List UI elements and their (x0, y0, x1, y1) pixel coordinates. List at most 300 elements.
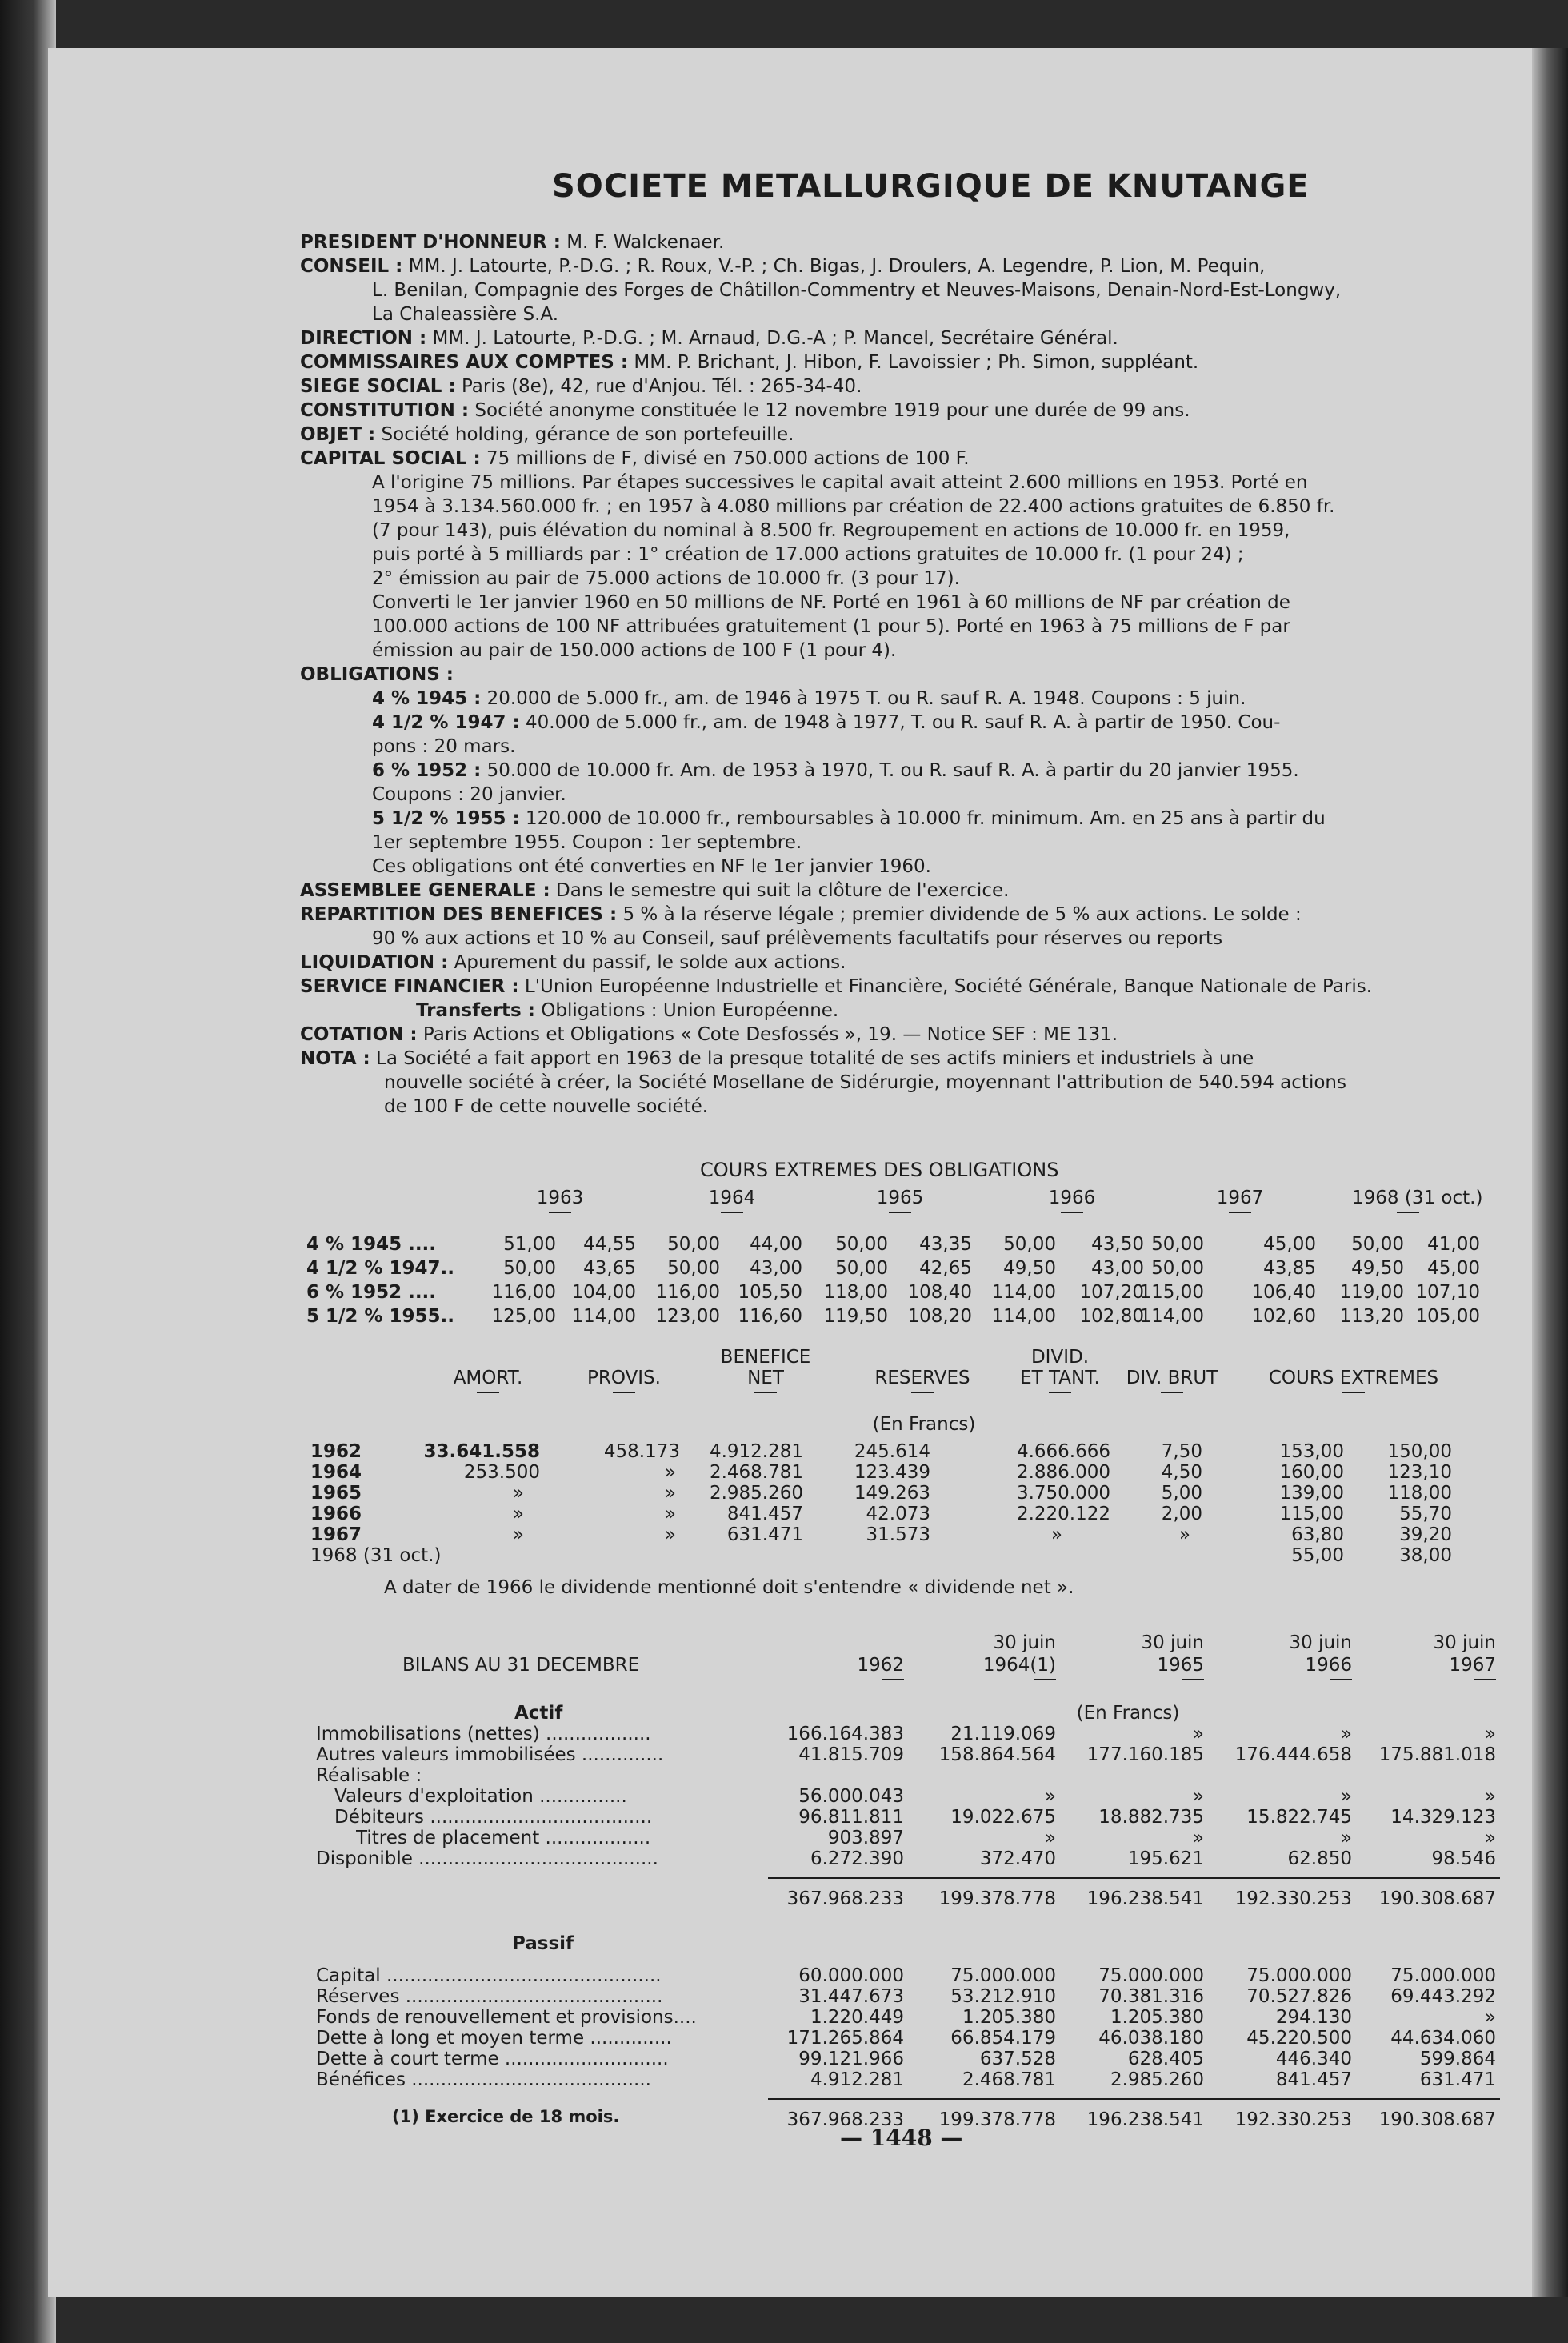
section-label: 4 1/2 % 1947 : (372, 712, 520, 733)
results-header: DIVID. (1030, 1347, 1090, 1368)
bilan-value: 99.121.966 (798, 2049, 904, 2069)
year-header (1184, 1188, 1296, 1213)
bilan-col-header (1368, 1655, 1496, 1680)
bilan-label: Titres de placement .................. (356, 1828, 651, 1848)
obligation-line (372, 712, 1280, 733)
section-text: Dans le semestre qui suit la clôture de l'exercice. (550, 880, 1010, 901)
bond-price: 105,50 (738, 1282, 802, 1303)
capital-line: A l'origine 75 millions. Par étapes successives le capital avait atteint 2.600 millions en 1953. Porté en (372, 472, 1308, 493)
bilan-value: 1.220.449 (810, 2007, 904, 2028)
header-label: ET TANT. (1020, 1368, 1100, 1388)
bilan-label: Autres valeurs immobilisées .............. (316, 1744, 664, 1765)
header-line (372, 280, 1341, 301)
bond-price: 50,00 (1151, 1234, 1204, 1255)
bilan-value: 628.405 (1127, 2049, 1204, 2069)
bond-price: 50,00 (667, 1234, 720, 1255)
year-label: 1967 (1216, 1188, 1264, 1208)
year-label: 1963 (536, 1188, 584, 1208)
capital-line: Converti le 1er janvier 1960 en 50 millions de NF. Porté en 1961 à 60 millions de NF par création de (372, 592, 1290, 613)
results-value: » (664, 1483, 676, 1504)
bilan-value: 75.000.000 (1098, 1965, 1204, 1986)
section-text: Paris (8e), 42, rue d'Anjou. Tél. : 265-34-40. (455, 376, 862, 397)
actif-total: 196.238.541 (1086, 1888, 1204, 1909)
section-line (372, 928, 1222, 949)
bilan-label: Débiteurs ...................................... (334, 1807, 653, 1828)
dash-rule (477, 1392, 499, 1393)
total-rule (768, 1877, 1500, 1879)
bilan-value: 631.471 (1419, 2069, 1496, 2090)
bilan-label: Bénéfices ......................................... (316, 2069, 651, 2090)
results-value: 150,00 (1387, 1441, 1452, 1462)
section-label: CONSEIL : (300, 256, 403, 277)
col-year: 1967 (1449, 1655, 1496, 1676)
bond-price: 114,00 (991, 1306, 1056, 1327)
col-year: 1962 (857, 1655, 904, 1676)
results-year: 1966 (310, 1504, 362, 1524)
bond-price: 114,00 (1139, 1306, 1204, 1327)
results-value: 33.641.558 (423, 1441, 540, 1462)
year-header (1016, 1188, 1128, 1213)
dash-rule (754, 1392, 777, 1393)
bilan-value: 195.621 (1127, 1848, 1204, 1869)
col-year: 1965 (1157, 1655, 1204, 1676)
results-value: 2,00 (1161, 1504, 1202, 1524)
bilan-value: » (1484, 1786, 1496, 1807)
bilan-value: » (1192, 1786, 1204, 1807)
section-label: Transferts : (416, 1000, 535, 1021)
results-value: » (664, 1504, 676, 1524)
dash-rule (1397, 1212, 1419, 1213)
bilan-value: 44.634.060 (1390, 2028, 1496, 2049)
obligation-line (372, 832, 802, 853)
bond-price: 108,40 (907, 1282, 972, 1303)
bilans-title: BILANS AU 31 DECEMBRE (402, 1655, 640, 1676)
bilan-value: 98.546 (1431, 1848, 1496, 1869)
bilan-value: » (1484, 1828, 1496, 1848)
results-value: » (512, 1524, 524, 1545)
bond-price: 105,00 (1415, 1306, 1480, 1327)
results-value: 2.985.260 (709, 1483, 803, 1504)
bilan-value: 18.882.735 (1098, 1807, 1204, 1828)
section-label: 4 % 1945 : (372, 688, 482, 709)
year-header (1352, 1188, 1483, 1213)
bilan-value: » (1484, 1724, 1496, 1744)
obligation-line (372, 808, 1326, 829)
bilan-value: 171.265.864 (786, 2028, 904, 2049)
section-text: MM. J. Latourte, P.-D.G. ; M. Arnaud, D.G.-A ; P. Mancel, Secrétaire Général. (426, 328, 1118, 349)
bilan-value: 175.881.018 (1378, 1744, 1496, 1765)
bond-price: 116,60 (738, 1306, 802, 1327)
bond-price: 106,40 (1251, 1282, 1316, 1303)
dash-rule (1342, 1392, 1365, 1393)
year-header (844, 1188, 956, 1213)
bilan-col-header: 30 juin (1289, 1632, 1352, 1653)
results-value: 2.468.781 (709, 1462, 803, 1483)
section-label: COMMISSAIRES AUX COMPTES : (300, 352, 629, 373)
header-label: COURS EXTREMES (1268, 1368, 1439, 1388)
bond-price: 119,50 (823, 1306, 888, 1327)
results-value: 149.263 (854, 1483, 930, 1504)
passif-label: Passif (512, 1933, 574, 1954)
passif-total: 196.238.541 (1086, 2109, 1204, 2130)
results-value: 4,50 (1161, 1462, 1202, 1483)
section-label: COTATION : (300, 1024, 418, 1045)
section-text: nouvelle société à créer, la Société Mosellane de Sidérurgie, moyennant l'attribution de 540.594 actions (384, 1072, 1346, 1093)
results-unit: (En Francs) (872, 1414, 976, 1435)
bond-price: 43,00 (1091, 1258, 1144, 1279)
obligation-line (372, 760, 1299, 781)
bilan-label: Réalisable : (316, 1765, 422, 1786)
results-value: » (1178, 1524, 1190, 1545)
bilan-value: 1.205.380 (962, 2007, 1056, 2028)
bond-price: 116,00 (655, 1282, 720, 1303)
bilan-value: 841.457 (1275, 2069, 1352, 2090)
obligation-line (372, 688, 1246, 709)
bilan-col-header: 30 juin (1141, 1632, 1204, 1653)
section-label: SERVICE FINANCIER : (300, 976, 519, 997)
bilan-value: 2.468.781 (962, 2069, 1056, 2090)
bilan-value: 75.000.000 (950, 1965, 1056, 1986)
bond-price: 51,00 (503, 1234, 556, 1255)
results-value: 55,00 (1291, 1545, 1344, 1566)
bilan-value: 56.000.043 (798, 1786, 904, 1807)
total-rule (768, 2098, 1500, 2100)
results-value: » (1050, 1524, 1062, 1545)
section-text: 50.000 de 10.000 fr. Am. de 1953 à 1970, T. ou R. sauf R. A. à partir du 20 janvier 1955. (481, 760, 1299, 781)
bilan-value: » (1044, 1786, 1056, 1807)
col-year: 1964(1) (982, 1655, 1056, 1676)
results-value: 38,00 (1399, 1545, 1452, 1566)
bilan-label: Valeurs d'exploitation ............... (334, 1786, 627, 1807)
bilan-value: 41.815.709 (798, 1744, 904, 1765)
dash-rule (1161, 1392, 1183, 1393)
section-label: ASSEMBLEE GENERALE : (300, 880, 550, 901)
bilan-value: 294.130 (1275, 2007, 1352, 2028)
bilan-value: 46.038.180 (1098, 2028, 1204, 2049)
section-text: L'Union Européenne Industrielle et Financière, Société Générale, Banque Nationale de Paris. (518, 976, 1373, 997)
header-line (300, 376, 862, 397)
section-label: DIRECTION : (300, 328, 427, 349)
year-header (676, 1188, 788, 1213)
bilan-value: » (1044, 1828, 1056, 1848)
bond-price: 123,00 (655, 1306, 720, 1327)
bilan-label: Immobilisations (nettes) .................. (316, 1724, 651, 1744)
section-label: CONSTITUTION : (300, 400, 470, 421)
section-text: 75 millions de F, divisé en 750.000 actions de 100 F. (480, 448, 970, 469)
bond-price: 104,00 (571, 1282, 636, 1303)
bilan-label: Dette à court terme ............................ (316, 2049, 669, 2069)
bond-price: 108,20 (907, 1306, 972, 1327)
section-line (416, 1000, 838, 1021)
results-value: 160,00 (1279, 1462, 1344, 1483)
header-line (300, 400, 1190, 421)
bilan-value: 372.470 (979, 1848, 1056, 1869)
results-value: 631.471 (726, 1524, 803, 1545)
results-value: 458.173 (603, 1441, 680, 1462)
bilan-value: 70.381.316 (1098, 1986, 1204, 2007)
results-value: 245.614 (854, 1441, 930, 1462)
results-year: 1967 (310, 1524, 362, 1545)
dash-rule (1182, 1679, 1204, 1680)
results-value: 2.220.122 (1016, 1504, 1110, 1524)
bond-price: 49,50 (1351, 1258, 1404, 1279)
page-edge-shadow (1532, 48, 1568, 2297)
results-note: A dater de 1966 le dividende mentionné doit s'entendre « dividende net ». (384, 1577, 1074, 1598)
actif-total: 199.378.778 (938, 1888, 1056, 1909)
section-text: pons : 20 mars. (372, 736, 516, 757)
bilan-value: 4.912.281 (810, 2069, 904, 2090)
results-value: 2.886.000 (1016, 1462, 1110, 1483)
section-line (384, 1096, 708, 1117)
bilan-value: 75.000.000 (1246, 1965, 1352, 1986)
section-line (300, 1048, 1254, 1069)
section-text: 20.000 de 5.000 fr., am. de 1946 à 1975 T. ou R. sauf R. A. 1948. Coupons : 5 juin. (481, 688, 1246, 709)
dash-rule (882, 1679, 904, 1680)
section-text: MM. P. Brichant, J. Hibon, F. Lavoissier ; Ph. Simon, suppléant. (628, 352, 1199, 373)
bond-price: 113,20 (1339, 1306, 1404, 1327)
actif-total: 192.330.253 (1234, 1888, 1352, 1909)
bond-price: 115,00 (1139, 1282, 1204, 1303)
dash-rule (889, 1212, 911, 1213)
results-value: 42.073 (866, 1504, 930, 1524)
section-line (300, 904, 1302, 925)
capital-line: émission au pair de 150.000 actions de 100 F (1 pour 4). (372, 640, 897, 661)
bond-price: 102,60 (1251, 1306, 1316, 1327)
bilan-value: 176.444.658 (1234, 1744, 1352, 1765)
dash-rule (1061, 1212, 1083, 1213)
bilan-col-header (776, 1655, 904, 1680)
bond-price: 50,00 (667, 1258, 720, 1279)
bilan-value: 158.864.564 (938, 1744, 1056, 1765)
col-year: 1966 (1305, 1655, 1352, 1676)
header-line (300, 424, 794, 445)
section-label: REPARTITION DES BENEFICES : (300, 904, 618, 925)
section-text: L. Benilan, Compagnie des Forges de Châtillon-Commentry et Neuves-Maisons, Denain-Nord-Est-Longwy, (372, 280, 1342, 301)
bond-price: 43,35 (919, 1234, 972, 1255)
year-header (504, 1188, 616, 1213)
bilan-label: Dette à long et moyen terme .............. (316, 2028, 672, 2049)
bilan-value: 637.528 (979, 2049, 1056, 2069)
header-label: DIV. BRUT (1126, 1368, 1218, 1388)
bilan-value: 69.443.292 (1390, 1986, 1496, 2007)
results-value: 118,00 (1387, 1483, 1452, 1504)
bilan-label: Capital ............................................... (316, 1965, 662, 1986)
bond-price: 41,00 (1427, 1234, 1480, 1255)
bilan-value: 21.119.069 (950, 1724, 1056, 1744)
results-value: 31.573 (866, 1524, 930, 1545)
bond-price: 107,20 (1079, 1282, 1144, 1303)
results-value: » (664, 1462, 676, 1483)
results-value: 55,70 (1399, 1504, 1452, 1524)
results-year: 1965 (310, 1483, 362, 1504)
bond-price: 50,00 (1351, 1234, 1404, 1255)
bond-price: 107,10 (1415, 1282, 1480, 1303)
results-value: » (664, 1524, 676, 1545)
bilan-label: Fonds de renouvellement et provisions.... (316, 2007, 697, 2028)
bilan-unit: (En Francs) (1076, 1703, 1180, 1724)
dash-rule (1034, 1679, 1056, 1680)
header-line (300, 256, 1265, 277)
section-label: OBJET : (300, 424, 376, 445)
results-header: BENEFICE (720, 1347, 811, 1368)
bilan-value: 75.000.000 (1390, 1965, 1496, 1986)
bond-name: 6 % 1952 .... (306, 1282, 437, 1303)
passif-total: 367.968.233 (786, 2109, 904, 2130)
results-value: 7,50 (1161, 1441, 1202, 1462)
bilan-value: » (1340, 1828, 1352, 1848)
section-text: 1er septembre 1955. Coupon : 1er septembre. (372, 832, 802, 853)
results-value: 4.912.281 (709, 1441, 803, 1462)
results-value: » (512, 1504, 524, 1524)
section-label: NOTA : (300, 1048, 370, 1069)
bond-price: 50,00 (835, 1234, 888, 1255)
year-label: 1966 (1048, 1188, 1096, 1208)
bilan-value: 166.164.383 (786, 1724, 904, 1744)
bond-price: 50,00 (503, 1258, 556, 1279)
header-label: PROVIS. (587, 1368, 661, 1388)
bilan-value: 15.822.745 (1246, 1807, 1352, 1828)
obligation-line (372, 736, 515, 757)
bond-price: 44,00 (750, 1234, 802, 1255)
bilan-value: 96.811.811 (798, 1807, 904, 1828)
bilan-value: » (1484, 2007, 1496, 2028)
section-label: LIQUIDATION : (300, 952, 449, 973)
capital-line: 1954 à 3.134.560.000 fr. ; en 1957 à 4.080 millions par création de 22.400 actions gratuites de 6.850 fr. (372, 496, 1335, 517)
bilan-value: 19.022.675 (950, 1807, 1056, 1828)
bilan-value: 1.205.380 (1110, 2007, 1204, 2028)
results-value: 123,10 (1387, 1462, 1452, 1483)
capital-line: (7 pour 143), puis élévation du nominal à 8.500 fr. Regroupement en actions de 10.000 fr. en 1959, (372, 520, 1290, 541)
bilan-col-header: 30 juin (993, 1632, 1056, 1653)
section-text: Ces obligations ont été converties en NF le 1er janvier 1960. (372, 856, 931, 877)
section-line (300, 976, 1372, 997)
section-text: de 100 F de cette nouvelle société. (384, 1096, 709, 1117)
section-label: 5 1/2 % 1955 : (372, 808, 520, 829)
cours-title: COURS EXTREMES DES OBLIGATIONS (700, 1159, 1059, 1181)
section-text: La Société a fait apport en 1963 de la presque totalité de ses actifs miniers et industriels à une (370, 1048, 1254, 1069)
bilan-col-header (928, 1655, 1056, 1680)
passif-total: 192.330.253 (1234, 2109, 1352, 2130)
header-line (372, 304, 558, 325)
obligation-line (372, 784, 566, 805)
bilan-value: 599.864 (1419, 2049, 1496, 2069)
bond-price: 102,80 (1079, 1306, 1144, 1327)
dash-rule (613, 1392, 635, 1393)
section-label: SIEGE SOCIAL : (300, 376, 456, 397)
section-text: Société holding, gérance de son portefeuille. (375, 424, 794, 445)
bilan-value: 903.897 (827, 1828, 904, 1848)
year-label: 1968 (31 oct.) (1352, 1188, 1483, 1208)
results-value: 4.666.666 (1016, 1441, 1110, 1462)
bond-price: 43,65 (583, 1258, 636, 1279)
results-value: 841.457 (726, 1504, 803, 1524)
results-value: 253.500 (463, 1462, 540, 1483)
section-label: CAPITAL SOCIAL : (300, 448, 481, 469)
header-line (300, 352, 1198, 373)
bilan-value: 446.340 (1275, 2049, 1352, 2069)
header-label: AMORT. (453, 1368, 523, 1388)
results-header (1076, 1368, 1268, 1393)
results-value: 63,80 (1291, 1524, 1344, 1545)
dash-rule (1049, 1392, 1071, 1393)
section-label: PRESIDENT D'HONNEUR : (300, 232, 561, 253)
bond-name: 5 1/2 % 1955.. (306, 1306, 454, 1327)
bilan-value: 70.527.826 (1246, 1986, 1352, 2007)
bond-price: 43,00 (750, 1258, 802, 1279)
section-label: 6 % 1952 : (372, 760, 482, 781)
bond-price: 50,00 (1003, 1234, 1056, 1255)
results-value: 115,00 (1279, 1504, 1344, 1524)
bond-price: 42,65 (919, 1258, 972, 1279)
footnote: (1) Exercice de 18 mois. (392, 2107, 620, 2126)
bond-price: 45,00 (1263, 1234, 1316, 1255)
section-text: 40.000 de 5.000 fr., am. de 1948 à 1977, T. ou R. sauf R. A. à partir de 1950. Cou- (519, 712, 1281, 733)
section-text: Société anonyme constituée le 12 novembre 1919 pour une durée de 99 ans. (469, 400, 1190, 421)
bilan-value: » (1192, 1724, 1204, 1744)
dash-rule (1330, 1679, 1352, 1680)
section-text: 120.000 de 10.000 fr., remboursables à 10.000 fr. minimum. Am. en 25 ans à partir du (519, 808, 1326, 829)
results-year: 1962 (310, 1441, 362, 1462)
bond-price: 45,00 (1427, 1258, 1480, 1279)
bond-price: 119,00 (1339, 1282, 1404, 1303)
actif-total: 190.308.687 (1378, 1888, 1496, 1909)
results-value: » (512, 1483, 524, 1504)
bilan-col-header (1076, 1655, 1204, 1680)
dash-rule (1474, 1679, 1496, 1680)
page-title: SOCIETE METALLURGIQUE DE KNUTANGE (552, 168, 1310, 205)
bilan-value: 60.000.000 (798, 1965, 904, 1986)
section-text: La Chaleassière S.A. (372, 304, 559, 325)
dash-rule (911, 1392, 934, 1393)
bilan-value: 14.329.123 (1390, 1807, 1496, 1828)
capital-line: 100.000 actions de 100 NF attribuées gratuitement (1 pour 5). Porté en 1963 à 75 millions de F par (372, 616, 1290, 637)
bond-price: 125,00 (491, 1306, 556, 1327)
header-line (300, 328, 1118, 349)
capital-line: puis porté à 5 milliards par : 1° création de 17.000 actions gratuites de 10.000 fr. (1 pour 24) ; (372, 544, 1244, 565)
bilan-value: 31.447.673 (798, 1986, 904, 2007)
section-text: 90 % aux actions et 10 % au Conseil, sauf prélèvements facultatifs pour réserves ou reports (372, 928, 1223, 949)
bond-name: 4 1/2 % 1947.. (306, 1258, 454, 1279)
bond-price: 44,55 (583, 1234, 636, 1255)
bond-price: 43,50 (1091, 1234, 1144, 1255)
section-text: Apurement du passif, le solde aux actions. (448, 952, 846, 973)
results-value: 39,20 (1399, 1524, 1452, 1545)
header-label: RESERVES (874, 1368, 970, 1388)
bilan-value: » (1340, 1786, 1352, 1807)
bond-price: 114,00 (991, 1282, 1056, 1303)
section-text: Coupons : 20 janvier. (372, 784, 566, 805)
dash-rule (721, 1212, 743, 1213)
bilan-col-header (1224, 1655, 1352, 1680)
section-text: 5 % à la réserve légale ; premier dividende de 5 % aux actions. Le solde : (617, 904, 1302, 925)
results-value: 5,00 (1161, 1483, 1202, 1504)
results-value: 139,00 (1279, 1483, 1344, 1504)
bilan-value: 2.985.260 (1110, 2069, 1204, 2090)
section-text: Obligations : Union Européenne. (534, 1000, 839, 1021)
bilan-value: 177.160.185 (1086, 1744, 1204, 1765)
section-line (300, 952, 846, 973)
actif-label: Actif (514, 1703, 563, 1724)
results-year: 1968 (31 oct.) (310, 1545, 442, 1566)
results-header (1258, 1368, 1450, 1393)
bond-price: 43,85 (1263, 1258, 1316, 1279)
bilan-value: 66.854.179 (950, 2028, 1056, 2049)
bond-price: 118,00 (823, 1282, 888, 1303)
actif-total: 367.968.233 (786, 1888, 904, 1909)
year-label: 1964 (708, 1188, 756, 1208)
bilan-label: Disponible ......................................... (316, 1848, 658, 1869)
bond-price: 116,00 (491, 1282, 556, 1303)
